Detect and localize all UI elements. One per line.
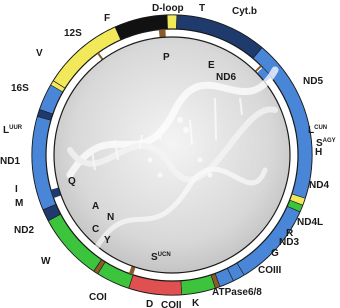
label-trna-r: R: [286, 228, 294, 239]
label-nd4: ND4: [309, 180, 330, 191]
label-trna-h: H: [315, 147, 323, 158]
label-trna-t: T: [199, 3, 206, 14]
label-trna-n: N: [107, 212, 115, 223]
label-coii: COII: [161, 300, 182, 308]
label-trna-luur: $L^{UUR}$: [3, 125, 23, 136]
label-dloop: D-loop: [152, 3, 184, 14]
label-trna-d: D: [146, 299, 154, 308]
label-atpase: ATPase6/8: [212, 287, 262, 298]
label-trna-q: Q: [68, 176, 76, 187]
label-trna-e: E: [208, 60, 215, 71]
label-nd5: ND5: [303, 76, 324, 87]
label-trna-w: W: [41, 256, 51, 267]
label-nd3: ND3: [279, 237, 300, 248]
segment-trna-t: [167, 15, 177, 29]
label-trna-v: V: [36, 48, 43, 59]
label-trna-c: C: [92, 224, 100, 235]
label-trna-m: M: [15, 198, 24, 209]
label-nd1: ND1: [0, 156, 21, 167]
label-nd2: ND2: [14, 225, 35, 236]
label-trna-a: A: [92, 201, 100, 212]
label-trna-p: P: [163, 52, 170, 63]
label-coiii: COIII: [258, 265, 282, 276]
label-12s: 12S: [64, 28, 82, 39]
label-trna-g: G: [271, 248, 279, 259]
label-nd4l: ND4L: [297, 217, 324, 228]
label-trna-sucn: $S^{UCN}$: [151, 252, 171, 263]
label-trna-i: I: [15, 184, 18, 195]
label-trna-y: Y: [104, 235, 111, 246]
label-trna-k: K: [192, 298, 200, 308]
segment-trna-p: [159, 29, 166, 37]
label-trna-f: F: [104, 13, 111, 24]
label-16s: 16S: [11, 83, 29, 94]
label-cytb: Cyt.b: [232, 6, 257, 17]
label-coi: COI: [89, 292, 107, 303]
label-trna-sagy: $S^{AGY}$: [316, 138, 336, 149]
label-nd6: ND6: [216, 72, 237, 83]
label-trna-lcun: $L^{CUN}$: [308, 125, 328, 136]
